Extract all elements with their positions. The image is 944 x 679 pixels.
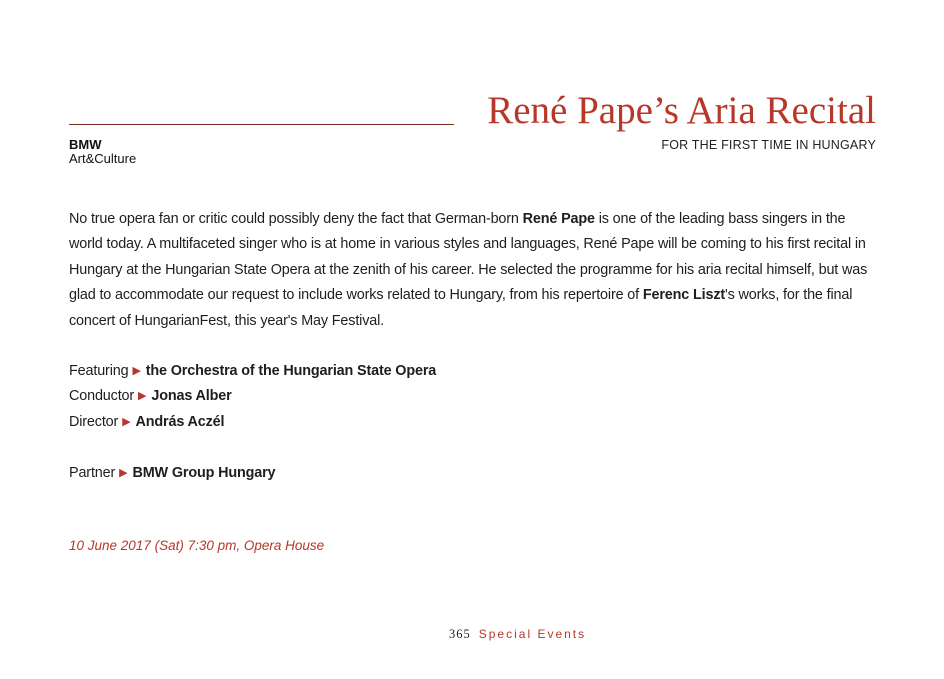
- credit-conductor: [69, 384, 436, 409]
- credit-label: Featuring: [69, 363, 129, 379]
- page-subtitle: FOR THE FIRST TIME IN HUNGARY: [661, 138, 876, 152]
- credit-value: Jonas Alber: [151, 388, 232, 405]
- logo-brand: BMW: [69, 137, 102, 152]
- credit-label: Conductor: [69, 388, 135, 405]
- credit-featuring: [69, 359, 436, 384]
- credit-label: Director: [69, 413, 119, 430]
- credit-value: the Orchestra of the Hungarian State Opera: [145, 363, 437, 379]
- description-text-2: is one of the leading bass singers in the world today. A multifaceted singer who is at home in various styles and languages, René Pape will be coming to his first recital in Hungary at the Hungarian State Opera at the zenith of his career. He selected the programme for his aria recital himself, but was glad to accommodate our request to include works related to Hungary, from his repertoire of: [69, 211, 868, 304]
- section-name: Special Events: [478, 627, 587, 641]
- page-number: 365: [449, 627, 471, 641]
- triangle-right-icon: ▶: [132, 365, 141, 377]
- header-rule: [69, 124, 454, 125]
- composer-name: Ferenc Liszt: [642, 287, 726, 304]
- logo-subtitle: Art&Culture: [69, 151, 137, 166]
- page-footer: [449, 627, 586, 642]
- triangle-right-icon: ▶: [138, 390, 147, 403]
- event-date: 10 June 2017 (Sat) 7:30 pm, Opera House: [69, 538, 325, 553]
- credit-director: [69, 410, 436, 435]
- description-paragraph: [69, 207, 879, 334]
- credits-list: [69, 359, 436, 486]
- performer-name: René Pape: [522, 211, 595, 227]
- page-title: René Pape’s Aria Recital: [487, 89, 876, 132]
- description-text-3: 's works, for the final concert of HungarianFest, this year's May Festival.: [69, 287, 853, 329]
- credit-value: András Aczél: [135, 413, 225, 430]
- bmw-art-culture-logo: [69, 137, 136, 166]
- triangle-right-icon: ▶: [122, 415, 131, 428]
- triangle-right-icon: ▶: [119, 466, 128, 479]
- credit-label: Partner: [69, 464, 116, 481]
- description-text-1: No true opera fan or critic could possibly deny the fact that German-born: [69, 211, 523, 227]
- credit-partner: [69, 461, 436, 486]
- credit-value: BMW Group Hungary: [132, 464, 276, 481]
